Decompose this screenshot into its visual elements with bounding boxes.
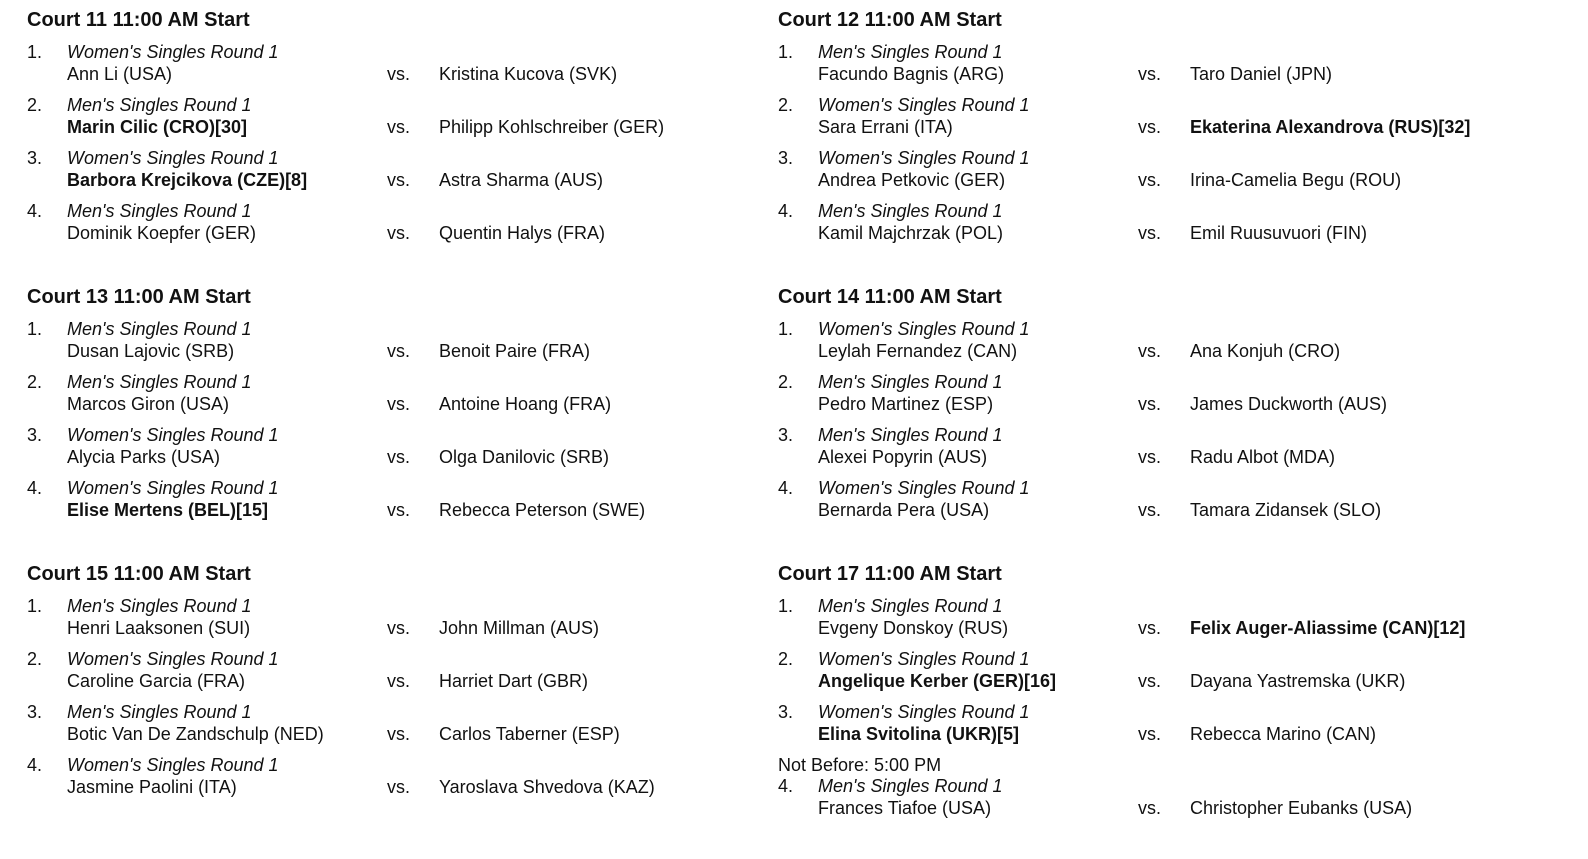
versus-label: vs. bbox=[1138, 223, 1162, 243]
player-one: Angelique Kerber (GER)[16] bbox=[818, 671, 1057, 691]
player-two: Dayana Yastremska (UKR) bbox=[1190, 671, 1406, 691]
match-row bbox=[27, 372, 787, 418]
player-two: Taro Daniel (JPN) bbox=[1190, 64, 1333, 84]
player-one: Kamil Majchrzak (POL) bbox=[818, 223, 1004, 243]
player-two: Irina-Camelia Begu (ROU) bbox=[1190, 170, 1402, 190]
versus-label: vs. bbox=[1138, 394, 1162, 414]
player-one: Alexei Popyrin (AUS) bbox=[818, 447, 988, 467]
player-two: Ekaterina Alexandrova (RUS)[32] bbox=[1190, 117, 1471, 137]
player-one: Marcos Giron (USA) bbox=[67, 394, 230, 414]
player-two: Emil Ruusuvuori (FIN) bbox=[1190, 223, 1368, 243]
player-one: Dusan Lajovic (SRB) bbox=[67, 341, 235, 361]
match-row bbox=[778, 776, 1538, 822]
player-two: John Millman (AUS) bbox=[439, 618, 600, 638]
player-two: Harriet Dart (GBR) bbox=[439, 671, 589, 691]
match-round: Women's Singles Round 1 bbox=[67, 478, 279, 498]
match-round: Men's Singles Round 1 bbox=[67, 372, 252, 392]
player-one: Elina Svitolina (UKR)[5] bbox=[818, 724, 1020, 744]
match-round: Women's Singles Round 1 bbox=[818, 319, 1030, 339]
court-title: Court 12 11:00 AM Start bbox=[778, 9, 1002, 31]
versus-label: vs. bbox=[1138, 724, 1162, 744]
match-row bbox=[27, 702, 787, 748]
versus-label: vs. bbox=[387, 724, 411, 744]
match-number: 4. bbox=[27, 478, 43, 498]
match-number: 3. bbox=[778, 425, 794, 445]
player-one: Henri Laaksonen (SUI) bbox=[67, 618, 251, 638]
match-round: Women's Singles Round 1 bbox=[818, 478, 1030, 498]
versus-label: vs. bbox=[387, 447, 411, 467]
player-two: Ana Konjuh (CRO) bbox=[1190, 341, 1341, 361]
player-one: Ann Li (USA) bbox=[67, 64, 173, 84]
match-number: 3. bbox=[778, 148, 794, 168]
versus-label: vs. bbox=[1138, 798, 1162, 818]
player-two: Carlos Taberner (ESP) bbox=[439, 724, 620, 744]
court-title: Court 14 11:00 AM Start bbox=[778, 286, 1002, 308]
player-two: Christopher Eubanks (USA) bbox=[1190, 798, 1413, 818]
versus-label: vs. bbox=[1138, 170, 1162, 190]
player-two: Philipp Kohlschreiber (GER) bbox=[439, 117, 665, 137]
match-row bbox=[778, 596, 1538, 642]
match-row bbox=[778, 702, 1538, 748]
match-row bbox=[27, 649, 787, 695]
player-one: Leylah Fernandez (CAN) bbox=[818, 341, 1018, 361]
match-number: 2. bbox=[778, 649, 794, 669]
player-two: Olga Danilovic (SRB) bbox=[439, 447, 610, 467]
court-title: Court 17 11:00 AM Start bbox=[778, 563, 1002, 585]
match-number: 4. bbox=[778, 776, 794, 796]
match-round: Men's Singles Round 1 bbox=[818, 42, 1003, 62]
match-number: 1. bbox=[778, 596, 794, 616]
player-two: Rebecca Marino (CAN) bbox=[1190, 724, 1377, 744]
player-two: Benoit Paire (FRA) bbox=[439, 341, 591, 361]
match-row bbox=[27, 42, 787, 88]
player-one: Botic Van De Zandschulp (NED) bbox=[67, 724, 324, 744]
player-two: Radu Albot (MDA) bbox=[1190, 447, 1336, 467]
match-round: Men's Singles Round 1 bbox=[818, 776, 1003, 796]
match-number: 2. bbox=[27, 649, 43, 669]
versus-label: vs. bbox=[387, 500, 411, 520]
match-number: 3. bbox=[27, 702, 43, 722]
match-row bbox=[27, 319, 787, 365]
match-number: 1. bbox=[27, 42, 43, 62]
match-number: 2. bbox=[778, 95, 794, 115]
match-row bbox=[778, 201, 1538, 247]
match-number: 1. bbox=[778, 42, 794, 62]
versus-label: vs. bbox=[387, 117, 411, 137]
player-one: Bernarda Pera (USA) bbox=[818, 500, 990, 520]
versus-label: vs. bbox=[387, 223, 411, 243]
match-round: Men's Singles Round 1 bbox=[818, 372, 1003, 392]
match-number: 2. bbox=[778, 372, 794, 392]
match-number: 2. bbox=[27, 372, 43, 392]
player-two: Kristina Kucova (SVK) bbox=[439, 64, 618, 84]
match-round: Men's Singles Round 1 bbox=[67, 319, 252, 339]
player-one: Dominik Koepfer (GER) bbox=[67, 223, 257, 243]
match-number: 4. bbox=[778, 478, 794, 498]
match-row bbox=[778, 148, 1538, 194]
not-before-note: Not Before: 5:00 PM bbox=[778, 755, 942, 775]
match-row bbox=[778, 649, 1538, 695]
match-round: Women's Singles Round 1 bbox=[67, 42, 279, 62]
match-number: 4. bbox=[778, 201, 794, 221]
match-row bbox=[27, 478, 787, 524]
player-one: Frances Tiafoe (USA) bbox=[818, 798, 992, 818]
player-one: Sara Errani (ITA) bbox=[818, 117, 953, 137]
match-round: Women's Singles Round 1 bbox=[818, 95, 1030, 115]
match-row bbox=[778, 319, 1538, 365]
versus-label: vs. bbox=[387, 671, 411, 691]
match-row bbox=[27, 755, 787, 801]
match-round: Women's Singles Round 1 bbox=[67, 649, 279, 669]
player-one: Andrea Petkovic (GER) bbox=[818, 170, 1006, 190]
match-row bbox=[778, 425, 1538, 471]
match-round: Women's Singles Round 1 bbox=[818, 148, 1030, 168]
player-one: Evgeny Donskoy (RUS) bbox=[818, 618, 1009, 638]
match-round: Women's Singles Round 1 bbox=[67, 148, 279, 168]
player-two: Felix Auger-Aliassime (CAN)[12] bbox=[1190, 618, 1466, 638]
match-number: 3. bbox=[27, 425, 43, 445]
player-one: Alycia Parks (USA) bbox=[67, 447, 221, 467]
player-one: Elise Mertens (BEL)[15] bbox=[67, 500, 269, 520]
versus-label: vs. bbox=[387, 170, 411, 190]
match-number: 3. bbox=[778, 702, 794, 722]
player-two: Astra Sharma (AUS) bbox=[439, 170, 604, 190]
match-row bbox=[27, 95, 787, 141]
versus-label: vs. bbox=[1138, 500, 1162, 520]
match-number: 4. bbox=[27, 201, 43, 221]
match-row bbox=[27, 596, 787, 642]
match-number: 2. bbox=[27, 95, 43, 115]
player-two: Yaroslava Shvedova (KAZ) bbox=[439, 777, 655, 797]
versus-label: vs. bbox=[1138, 671, 1162, 691]
match-round: Men's Singles Round 1 bbox=[67, 596, 252, 616]
match-row bbox=[778, 42, 1538, 88]
player-two: James Duckworth (AUS) bbox=[1190, 394, 1388, 414]
match-number: 4. bbox=[27, 755, 43, 775]
match-round: Men's Singles Round 1 bbox=[67, 702, 252, 722]
versus-label: vs. bbox=[387, 341, 411, 361]
versus-label: vs. bbox=[1138, 341, 1162, 361]
match-row bbox=[778, 95, 1538, 141]
player-two: Antoine Hoang (FRA) bbox=[439, 394, 612, 414]
match-row bbox=[778, 478, 1538, 524]
versus-label: vs. bbox=[387, 777, 411, 797]
match-row bbox=[27, 201, 787, 247]
versus-label: vs. bbox=[1138, 117, 1162, 137]
match-round: Men's Singles Round 1 bbox=[67, 95, 252, 115]
player-two: Rebecca Peterson (SWE) bbox=[439, 500, 646, 520]
player-two: Tamara Zidansek (SLO) bbox=[1190, 500, 1382, 520]
match-number: 1. bbox=[27, 319, 43, 339]
player-one: Facundo Bagnis (ARG) bbox=[818, 64, 1005, 84]
versus-label: vs. bbox=[387, 64, 411, 84]
player-one: Barbora Krejcikova (CZE)[8] bbox=[67, 170, 308, 190]
match-row bbox=[778, 372, 1538, 418]
match-round: Women's Singles Round 1 bbox=[818, 702, 1030, 722]
player-one: Marin Cilic (CRO)[30] bbox=[67, 117, 248, 137]
versus-label: vs. bbox=[1138, 64, 1162, 84]
match-number: 3. bbox=[27, 148, 43, 168]
match-row bbox=[27, 425, 787, 471]
versus-label: vs. bbox=[387, 618, 411, 638]
court-title: Court 15 11:00 AM Start bbox=[27, 563, 251, 585]
player-two: Quentin Halys (FRA) bbox=[439, 223, 606, 243]
versus-label: vs. bbox=[387, 394, 411, 414]
versus-label: vs. bbox=[1138, 447, 1162, 467]
match-round: Women's Singles Round 1 bbox=[818, 649, 1030, 669]
player-one: Jasmine Paolini (ITA) bbox=[67, 777, 237, 797]
match-round: Men's Singles Round 1 bbox=[67, 201, 252, 221]
player-one: Pedro Martinez (ESP) bbox=[818, 394, 994, 414]
match-round: Men's Singles Round 1 bbox=[818, 596, 1003, 616]
match-round: Men's Singles Round 1 bbox=[818, 201, 1003, 221]
match-row bbox=[27, 148, 787, 194]
match-number: 1. bbox=[778, 319, 794, 339]
match-number: 1. bbox=[27, 596, 43, 616]
match-round: Women's Singles Round 1 bbox=[67, 755, 279, 775]
player-one: Caroline Garcia (FRA) bbox=[67, 671, 246, 691]
versus-label: vs. bbox=[1138, 618, 1162, 638]
court-title: Court 13 11:00 AM Start bbox=[27, 286, 251, 308]
court-title: Court 11 11:00 AM Start bbox=[27, 9, 250, 31]
match-round: Men's Singles Round 1 bbox=[818, 425, 1003, 445]
match-round: Women's Singles Round 1 bbox=[67, 425, 279, 445]
